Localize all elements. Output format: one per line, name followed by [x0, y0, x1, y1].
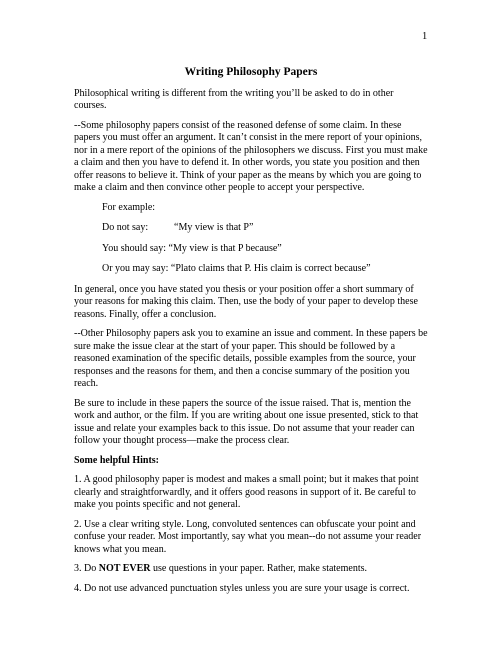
hints-heading: Some helpful Hints: — [74, 454, 160, 466]
page-title: Writing Philosophy Papers — [184, 66, 318, 78]
example-do-not — [74, 222, 428, 235]
example-do-not-label: Do not say: — [102, 222, 149, 233]
hint-3-pre: 3. Do — [74, 563, 99, 574]
example-should: You should say: “My view is that P because” — [102, 242, 282, 254]
paragraph-argument: --Some philosophy papers consist of the reasoned defense of some claim. In these papers you must offer an argument. It can’t consist in the mere report of your opinions, nor in a mere report of the opinions of the philosophers we discuss. First you must make a claim and then you have to defend it. In other words, you state you position and then offer reasons to believe it. Think of your paper as the means by which you are going to make a claim and then convince other people to accept your perspective. — [74, 119, 428, 193]
document-body — [74, 66, 428, 602]
example-intro: For example: — [102, 201, 156, 213]
intro-paragraph: Philosophical writing is different from the writing you’ll be asked to do in other courses. — [74, 87, 394, 111]
page-number: 1 — [422, 31, 428, 42]
hint-3 — [74, 563, 428, 576]
example-may: Or you may say: “Plato claims that P. His claim is correct because” — [102, 263, 371, 274]
example-do-not-text: “My view is that P” — [174, 222, 254, 233]
paragraph-general: In general, once you have stated you thesis or your position offer a short summary of your reasons for making this claim. Then, use the body of your paper to develop these reasons. Finally, offer a conclusion. — [74, 283, 418, 320]
paragraph-source: Be sure to include in these papers the source of the issue raised. That is, mention the work and author, or the film. If you are writing about one issue presented, stick to that issue and relate your examples back to this issue. Do not assume that your reader can follow your thought process—make the process clear. — [74, 397, 419, 446]
hint-1: 1. A good philosophy paper is modest and makes a small point; but it makes that point clearly and straightforwardly, and it offers good reasons in support of it. Be careful to make you points specific and not general. — [74, 474, 419, 510]
hint-3-emphasis: NOT EVER — [98, 563, 151, 574]
hint-2: 2. Use a clear writing style. Long, convoluted sentences can obfuscate your point and confuse your reader. Most importantly, say what you mean--do not assume your reader knows what you mean. — [74, 518, 422, 555]
hint-4: 4. Do not use advanced punctuation styles unless you are sure your usage is correct. — [74, 582, 410, 594]
paragraph-examine: --Other Philosophy papers ask you to examine an issue and comment. In these papers be sure make the issue clear at the start of your paper. This should be followed by a reasoned examination of the specific details, possible examples from the source, your responses and the reasons for them, and then a concise summary of the position you reach. — [74, 328, 428, 389]
hint-3-post: use questions in your paper. Rather, make statements. — [150, 563, 368, 574]
